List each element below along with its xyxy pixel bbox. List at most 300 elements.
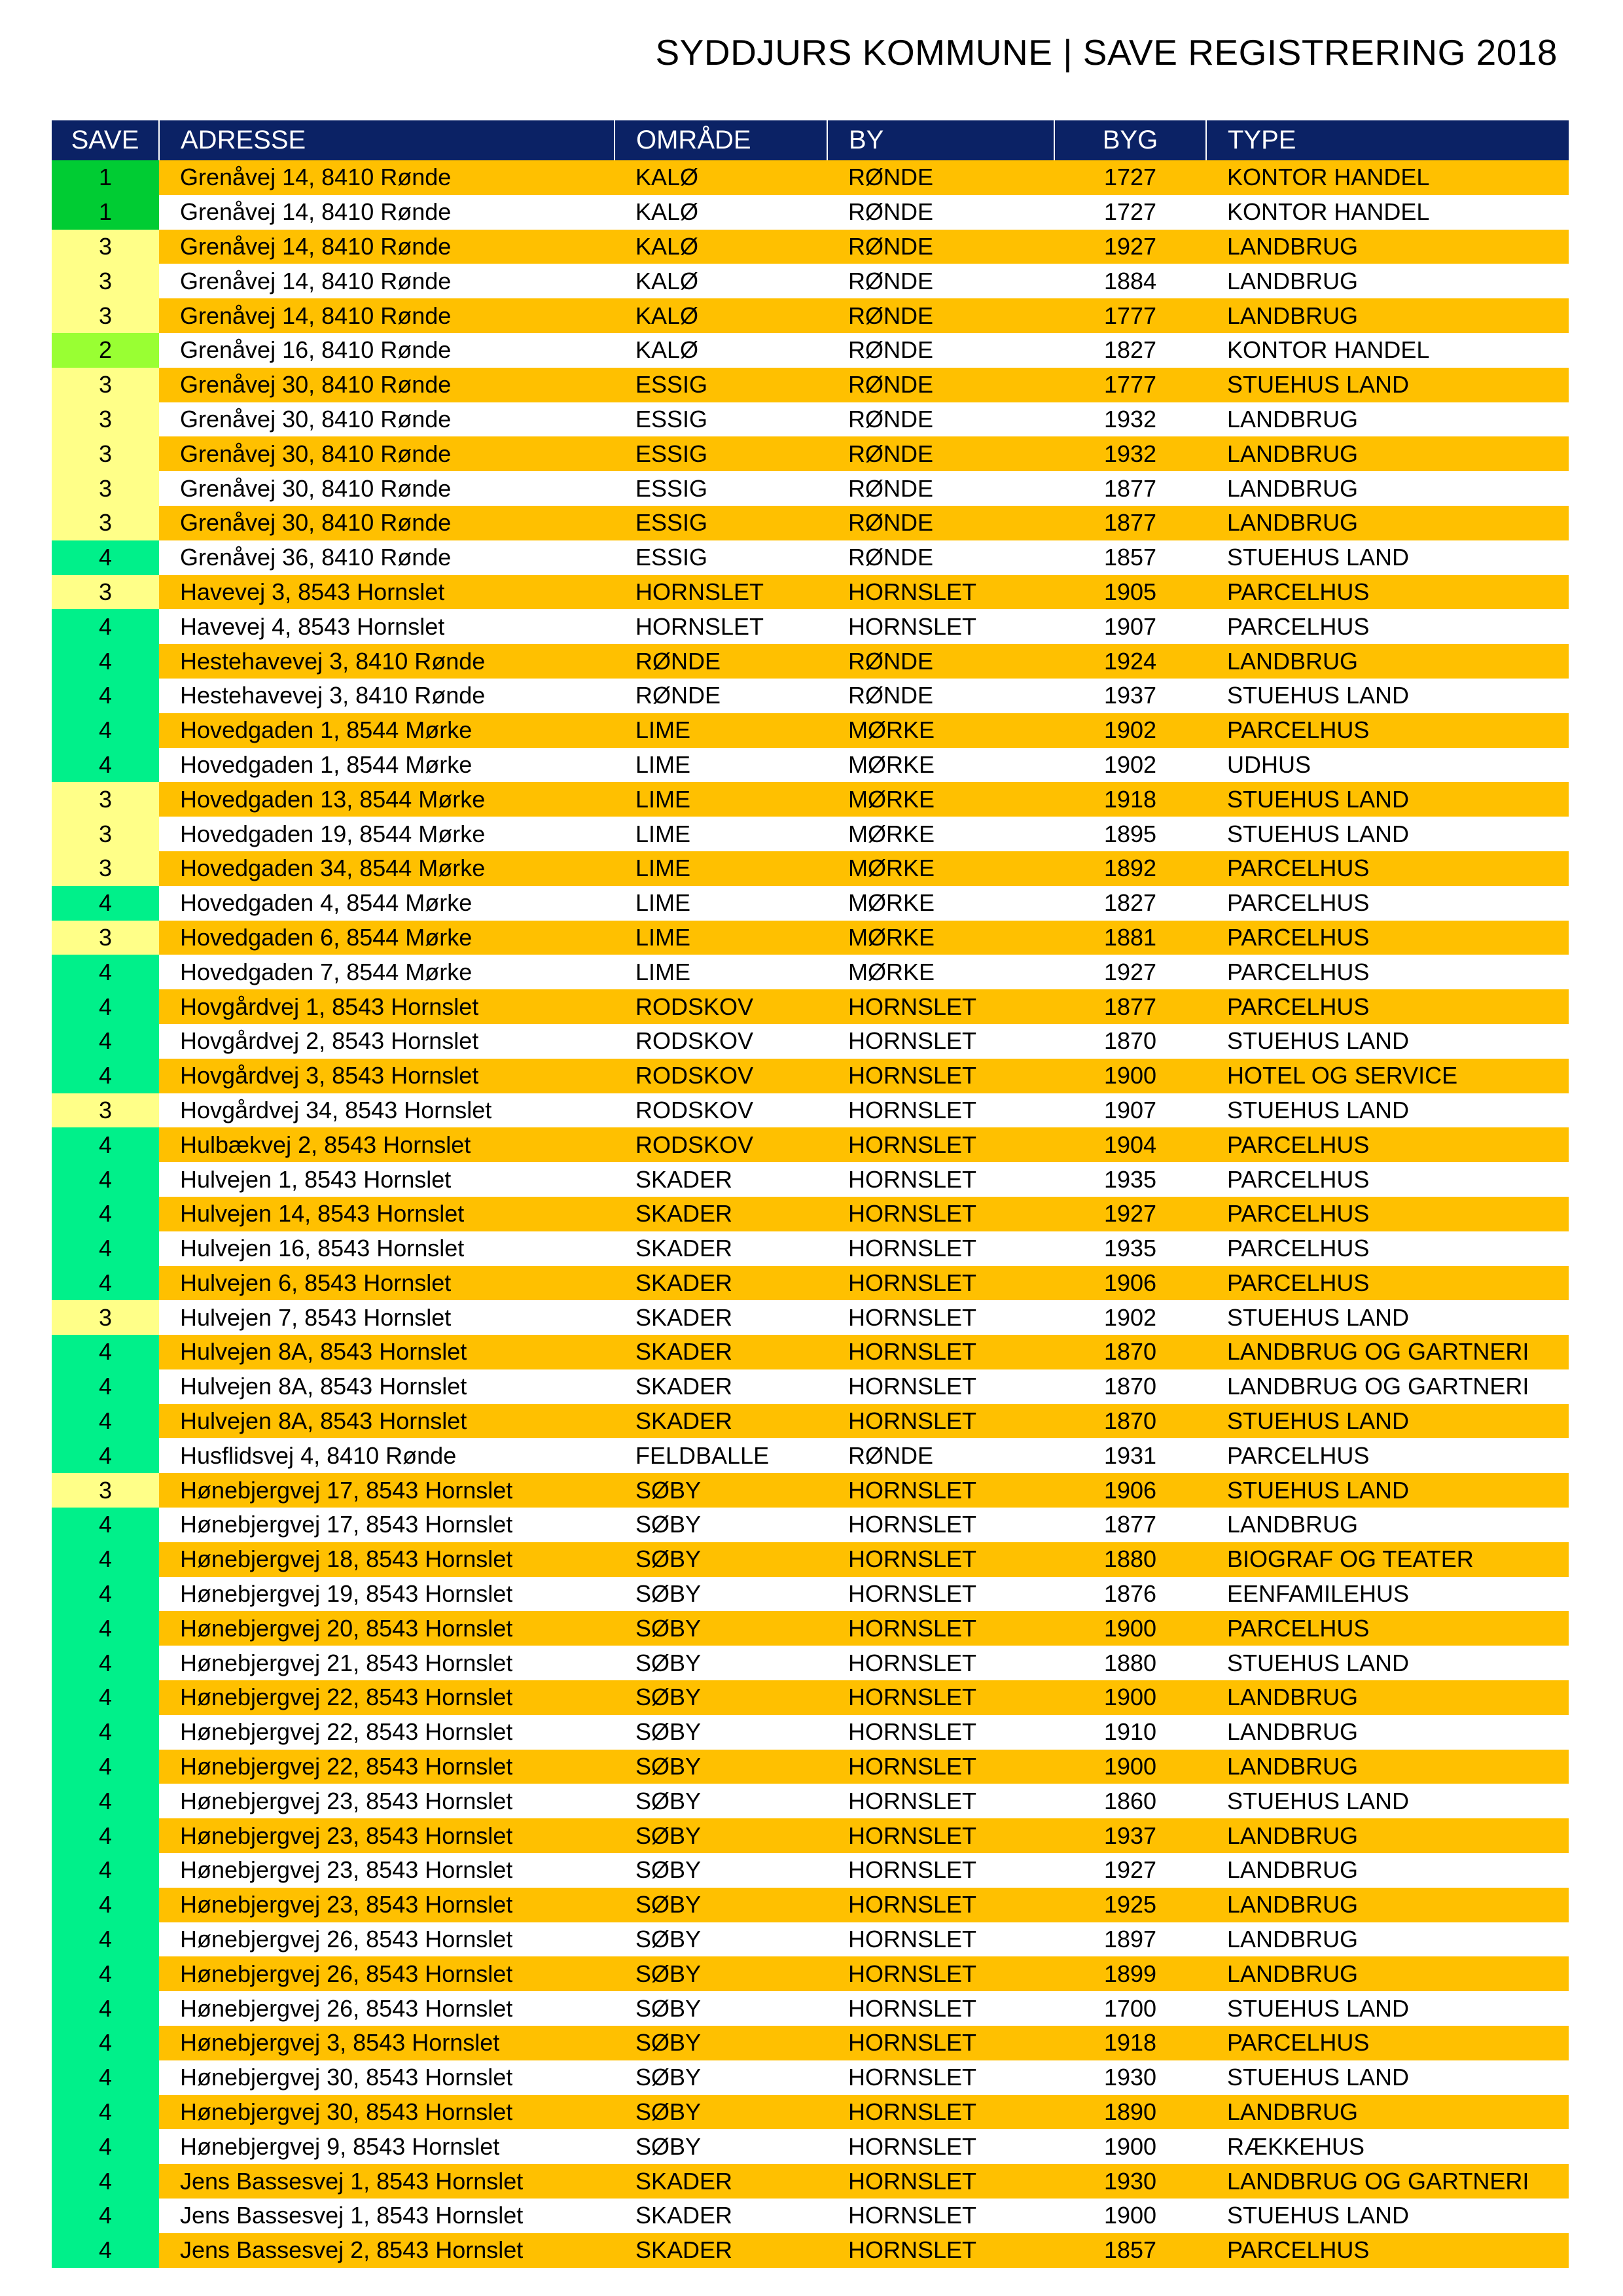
type-cell: STUEHUS LAND bbox=[1206, 1473, 1569, 1508]
built-year-cell: 1876 bbox=[1054, 1577, 1206, 1612]
type-cell: PARCELHUS bbox=[1206, 1197, 1569, 1231]
table-row[interactable] bbox=[52, 230, 1569, 264]
table-row[interactable] bbox=[52, 1093, 1569, 1128]
built-year-cell: 1905 bbox=[1054, 575, 1206, 610]
table-row[interactable] bbox=[52, 333, 1569, 368]
address-cell: Hønebjergvej 23, 8543 Hornslet bbox=[159, 1888, 615, 1922]
built-year-cell: 1870 bbox=[1054, 1024, 1206, 1059]
address-cell: Hovgårdvej 1, 8543 Hornslet bbox=[159, 989, 615, 1024]
table-row[interactable] bbox=[52, 195, 1569, 230]
built-year-cell: 1890 bbox=[1054, 2095, 1206, 2130]
table-row[interactable] bbox=[52, 1404, 1569, 1439]
built-year-cell: 1906 bbox=[1054, 1266, 1206, 1301]
type-cell: LANDBRUG bbox=[1206, 1750, 1569, 1784]
area-cell: RODSKOV bbox=[615, 1059, 827, 1093]
type-cell: PARCELHUS bbox=[1206, 2026, 1569, 2060]
table-row[interactable] bbox=[52, 782, 1569, 817]
table-header-row bbox=[52, 120, 1569, 160]
save-cell: 3 bbox=[52, 368, 159, 402]
address-cell: Husflidsvej 4, 8410 Rønde bbox=[159, 1438, 615, 1473]
save-cell: 4 bbox=[52, 540, 159, 575]
table-row[interactable] bbox=[52, 2233, 1569, 2268]
table-row[interactable] bbox=[52, 1473, 1569, 1508]
save-cell: 4 bbox=[52, 1127, 159, 1162]
built-year-cell: 1870 bbox=[1054, 1335, 1206, 1369]
table-row[interactable] bbox=[52, 989, 1569, 1024]
address-cell: Hulvejen 8A, 8543 Hornslet bbox=[159, 1369, 615, 1404]
table-row[interactable] bbox=[52, 298, 1569, 333]
save-cell: 3 bbox=[52, 817, 159, 851]
type-cell: STUEHUS LAND bbox=[1206, 1404, 1569, 1439]
town-cell: RØNDE bbox=[827, 436, 1054, 471]
type-cell: PARCELHUS bbox=[1206, 713, 1569, 748]
type-cell: STUEHUS LAND bbox=[1206, 1300, 1569, 1335]
built-year-cell: 1900 bbox=[1054, 1750, 1206, 1784]
address-cell: Hønebjergvej 26, 8543 Hornslet bbox=[159, 1991, 615, 2026]
town-cell: MØRKE bbox=[827, 955, 1054, 989]
save-cell: 4 bbox=[52, 1197, 159, 1231]
town-cell: HORNSLET bbox=[827, 2164, 1054, 2199]
town-cell: HORNSLET bbox=[827, 1853, 1054, 1888]
table-row[interactable] bbox=[52, 160, 1569, 195]
table-row[interactable] bbox=[52, 1127, 1569, 1162]
address-cell: Jens Bassesvej 1, 8543 Hornslet bbox=[159, 2199, 615, 2233]
table-row[interactable] bbox=[52, 2199, 1569, 2233]
address-cell: Hovedgaden 1, 8544 Mørke bbox=[159, 713, 615, 748]
built-year-cell: 1881 bbox=[1054, 921, 1206, 955]
built-year-cell: 1900 bbox=[1054, 1680, 1206, 1715]
table-row[interactable] bbox=[52, 644, 1569, 679]
type-cell: PARCELHUS bbox=[1206, 1611, 1569, 1646]
address-cell: Grenåvej 14, 8410 Rønde bbox=[159, 195, 615, 230]
area-cell: LIME bbox=[615, 713, 827, 748]
built-year-cell: 1892 bbox=[1054, 851, 1206, 886]
town-cell: RØNDE bbox=[827, 298, 1054, 333]
table-row[interactable] bbox=[52, 713, 1569, 748]
table-row[interactable] bbox=[52, 1162, 1569, 1197]
type-cell: PARCELHUS bbox=[1206, 989, 1569, 1024]
save-cell: 4 bbox=[52, 1577, 159, 1612]
table-row[interactable] bbox=[52, 679, 1569, 713]
area-cell: SKADER bbox=[615, 2199, 827, 2233]
save-register-table bbox=[52, 120, 1569, 2268]
address-cell: Grenåvej 30, 8410 Rønde bbox=[159, 506, 615, 540]
built-year-cell: 1880 bbox=[1054, 1646, 1206, 1680]
type-cell: PARCELHUS bbox=[1206, 609, 1569, 644]
table-row[interactable] bbox=[52, 1991, 1569, 2026]
town-cell: RØNDE bbox=[827, 160, 1054, 195]
town-cell: RØNDE bbox=[827, 644, 1054, 679]
area-cell: SKADER bbox=[615, 1300, 827, 1335]
town-cell: HORNSLET bbox=[827, 989, 1054, 1024]
built-year-cell: 1935 bbox=[1054, 1162, 1206, 1197]
area-cell: SKADER bbox=[615, 2233, 827, 2268]
table-row[interactable] bbox=[52, 609, 1569, 644]
area-cell: RØNDE bbox=[615, 679, 827, 713]
table-row[interactable] bbox=[52, 2060, 1569, 2095]
town-cell: HORNSLET bbox=[827, 1818, 1054, 1853]
table-row[interactable] bbox=[52, 1680, 1569, 1715]
area-cell: KALØ bbox=[615, 264, 827, 298]
save-cell: 4 bbox=[52, 2164, 159, 2199]
type-cell: LANDBRUG bbox=[1206, 298, 1569, 333]
area-cell: SØBY bbox=[615, 1888, 827, 1922]
table-row[interactable] bbox=[52, 1956, 1569, 1991]
table-row[interactable] bbox=[52, 851, 1569, 886]
town-cell: HORNSLET bbox=[827, 1542, 1054, 1577]
type-cell: LANDBRUG OG GARTNERI bbox=[1206, 1369, 1569, 1404]
save-cell: 3 bbox=[52, 506, 159, 540]
built-year-cell: 1930 bbox=[1054, 2164, 1206, 2199]
table-row[interactable] bbox=[52, 1646, 1569, 1680]
type-cell: RÆKKEHUS bbox=[1206, 2129, 1569, 2164]
town-cell: RØNDE bbox=[827, 333, 1054, 368]
address-cell: Grenåvej 36, 8410 Rønde bbox=[159, 540, 615, 575]
save-cell: 4 bbox=[52, 1818, 159, 1853]
town-cell: MØRKE bbox=[827, 886, 1054, 921]
save-cell: 4 bbox=[52, 1404, 159, 1439]
table-row[interactable] bbox=[52, 1784, 1569, 1818]
town-cell: MØRKE bbox=[827, 851, 1054, 886]
save-cell: 4 bbox=[52, 748, 159, 783]
save-cell: 4 bbox=[52, 1611, 159, 1646]
type-cell: LANDBRUG bbox=[1206, 506, 1569, 540]
town-cell: RØNDE bbox=[827, 679, 1054, 713]
address-cell: Hønebjergvej 30, 8543 Hornslet bbox=[159, 2060, 615, 2095]
address-cell: Grenåvej 30, 8410 Rønde bbox=[159, 402, 615, 437]
save-cell: 3 bbox=[52, 851, 159, 886]
type-cell: BIOGRAF OG TEATER bbox=[1206, 1542, 1569, 1577]
built-year-cell: 1727 bbox=[1054, 195, 1206, 230]
save-cell: 2 bbox=[52, 333, 159, 368]
built-year-cell: 1907 bbox=[1054, 1093, 1206, 1128]
table-row[interactable] bbox=[52, 368, 1569, 402]
address-cell: Grenåvej 14, 8410 Rønde bbox=[159, 160, 615, 195]
save-cell: 4 bbox=[52, 955, 159, 989]
type-cell: KONTOR HANDEL bbox=[1206, 333, 1569, 368]
area-cell: LIME bbox=[615, 748, 827, 783]
area-cell: LIME bbox=[615, 955, 827, 989]
built-year-cell: 1727 bbox=[1054, 160, 1206, 195]
type-cell: LANDBRUG bbox=[1206, 2095, 1569, 2130]
column-header-save[interactable]: SAVE bbox=[52, 120, 159, 160]
save-cell: 3 bbox=[52, 1093, 159, 1128]
table-row[interactable] bbox=[52, 955, 1569, 989]
area-cell: ESSIG bbox=[615, 540, 827, 575]
area-cell: SØBY bbox=[615, 1680, 827, 1715]
area-cell: KALØ bbox=[615, 195, 827, 230]
table-row[interactable] bbox=[52, 1024, 1569, 1059]
save-cell: 4 bbox=[52, 1646, 159, 1680]
area-cell: SKADER bbox=[615, 1335, 827, 1369]
type-cell: LANDBRUG bbox=[1206, 471, 1569, 506]
type-cell: PARCELHUS bbox=[1206, 1266, 1569, 1301]
built-year-cell: 1777 bbox=[1054, 368, 1206, 402]
type-cell: STUEHUS LAND bbox=[1206, 679, 1569, 713]
built-year-cell: 1877 bbox=[1054, 989, 1206, 1024]
area-cell: ESSIG bbox=[615, 506, 827, 540]
built-year-cell: 1870 bbox=[1054, 1404, 1206, 1439]
built-year-cell: 1857 bbox=[1054, 2233, 1206, 2268]
table-row[interactable] bbox=[52, 1438, 1569, 1473]
save-cell: 4 bbox=[52, 644, 159, 679]
area-cell: LIME bbox=[615, 921, 827, 955]
column-header-type[interactable]: TYPE bbox=[1206, 120, 1569, 160]
area-cell: SKADER bbox=[615, 1231, 827, 1266]
table-row[interactable] bbox=[52, 402, 1569, 437]
type-cell: PARCELHUS bbox=[1206, 886, 1569, 921]
save-cell: 4 bbox=[52, 679, 159, 713]
town-cell: RØNDE bbox=[827, 540, 1054, 575]
area-cell: SØBY bbox=[615, 2060, 827, 2095]
table-row[interactable] bbox=[52, 1335, 1569, 1369]
area-cell: SØBY bbox=[615, 1956, 827, 1991]
table-row[interactable] bbox=[52, 540, 1569, 575]
built-year-cell: 1857 bbox=[1054, 540, 1206, 575]
address-cell: Grenåvej 16, 8410 Rønde bbox=[159, 333, 615, 368]
area-cell: ESSIG bbox=[615, 471, 827, 506]
town-cell: HORNSLET bbox=[827, 1059, 1054, 1093]
address-cell: Havevej 4, 8543 Hornslet bbox=[159, 609, 615, 644]
save-cell: 4 bbox=[52, 886, 159, 921]
address-cell: Hønebjergvej 22, 8543 Hornslet bbox=[159, 1680, 615, 1715]
built-year-cell: 1918 bbox=[1054, 782, 1206, 817]
town-cell: HORNSLET bbox=[827, 1922, 1054, 1957]
save-cell: 4 bbox=[52, 1162, 159, 1197]
table-row[interactable] bbox=[52, 1922, 1569, 1957]
area-cell: SØBY bbox=[615, 1818, 827, 1853]
type-cell: UDHUS bbox=[1206, 748, 1569, 783]
save-cell: 4 bbox=[52, 1922, 159, 1957]
address-cell: Hovgårdvej 34, 8543 Hornslet bbox=[159, 1093, 615, 1128]
area-cell: LIME bbox=[615, 782, 827, 817]
town-cell: HORNSLET bbox=[827, 1611, 1054, 1646]
table-row[interactable] bbox=[52, 2095, 1569, 2130]
type-cell: LANDBRUG bbox=[1206, 1818, 1569, 1853]
town-cell: HORNSLET bbox=[827, 2095, 1054, 2130]
type-cell: STUEHUS LAND bbox=[1206, 817, 1569, 851]
address-cell: Hovgårdvej 3, 8543 Hornslet bbox=[159, 1059, 615, 1093]
address-cell: Hønebjergvej 21, 8543 Hornslet bbox=[159, 1646, 615, 1680]
save-cell: 3 bbox=[52, 1473, 159, 1508]
save-cell: 4 bbox=[52, 1956, 159, 1991]
area-cell: KALØ bbox=[615, 160, 827, 195]
built-year-cell: 1937 bbox=[1054, 679, 1206, 713]
built-year-cell: 1927 bbox=[1054, 955, 1206, 989]
save-cell: 4 bbox=[52, 1231, 159, 1266]
address-cell: Hønebjergvej 23, 8543 Hornslet bbox=[159, 1853, 615, 1888]
area-cell: HORNSLET bbox=[615, 575, 827, 610]
town-cell: HORNSLET bbox=[827, 1680, 1054, 1715]
town-cell: HORNSLET bbox=[827, 2129, 1054, 2164]
town-cell: MØRKE bbox=[827, 748, 1054, 783]
table-row[interactable] bbox=[52, 506, 1569, 540]
address-cell: Hønebjergvej 26, 8543 Hornslet bbox=[159, 1956, 615, 1991]
built-year-cell: 1918 bbox=[1054, 2026, 1206, 2060]
type-cell: STUEHUS LAND bbox=[1206, 1024, 1569, 1059]
address-cell: Hønebjergvej 22, 8543 Hornslet bbox=[159, 1715, 615, 1750]
address-cell: Hestehavevej 3, 8410 Rønde bbox=[159, 679, 615, 713]
town-cell: HORNSLET bbox=[827, 2060, 1054, 2095]
table-row[interactable] bbox=[52, 1542, 1569, 1577]
town-cell: RØNDE bbox=[827, 506, 1054, 540]
address-cell: Hovedgaden 1, 8544 Mørke bbox=[159, 748, 615, 783]
area-cell: LIME bbox=[615, 817, 827, 851]
table-row[interactable] bbox=[52, 1818, 1569, 1853]
address-cell: Hovedgaden 19, 8544 Mørke bbox=[159, 817, 615, 851]
area-cell: LIME bbox=[615, 886, 827, 921]
area-cell: SØBY bbox=[615, 1473, 827, 1508]
table-row[interactable] bbox=[52, 1715, 1569, 1750]
area-cell: SKADER bbox=[615, 1162, 827, 1197]
table-row[interactable] bbox=[52, 1059, 1569, 1093]
save-cell: 3 bbox=[52, 402, 159, 437]
area-cell: SKADER bbox=[615, 1404, 827, 1439]
town-cell: HORNSLET bbox=[827, 1646, 1054, 1680]
address-cell: Hulbækvej 2, 8543 Hornslet bbox=[159, 1127, 615, 1162]
type-cell: LANDBRUG bbox=[1206, 1508, 1569, 1542]
built-year-cell: 1935 bbox=[1054, 1231, 1206, 1266]
built-year-cell: 1870 bbox=[1054, 1369, 1206, 1404]
area-cell: SØBY bbox=[615, 1611, 827, 1646]
address-cell: Jens Bassesvej 1, 8543 Hornslet bbox=[159, 2164, 615, 2199]
table-row[interactable] bbox=[52, 2026, 1569, 2060]
address-cell: Hulvejen 8A, 8543 Hornslet bbox=[159, 1404, 615, 1439]
save-cell: 3 bbox=[52, 782, 159, 817]
type-cell: STUEHUS LAND bbox=[1206, 1784, 1569, 1818]
town-cell: HORNSLET bbox=[827, 1197, 1054, 1231]
area-cell: SØBY bbox=[615, 1577, 827, 1612]
area-cell: RODSKOV bbox=[615, 989, 827, 1024]
table-row[interactable] bbox=[52, 436, 1569, 471]
table-row[interactable] bbox=[52, 817, 1569, 851]
town-cell: HORNSLET bbox=[827, 1991, 1054, 2026]
type-cell: PARCELHUS bbox=[1206, 851, 1569, 886]
built-year-cell: 1910 bbox=[1054, 1715, 1206, 1750]
built-year-cell: 1877 bbox=[1054, 471, 1206, 506]
area-cell: ESSIG bbox=[615, 368, 827, 402]
table-row[interactable] bbox=[52, 1577, 1569, 1612]
table-row[interactable] bbox=[52, 2129, 1569, 2164]
table-row[interactable] bbox=[52, 1611, 1569, 1646]
town-cell: HORNSLET bbox=[827, 1300, 1054, 1335]
address-cell: Hønebjergvej 30, 8543 Hornslet bbox=[159, 2095, 615, 2130]
town-cell: HORNSLET bbox=[827, 2199, 1054, 2233]
area-cell: SØBY bbox=[615, 1508, 827, 1542]
address-cell: Hovedgaden 13, 8544 Mørke bbox=[159, 782, 615, 817]
built-year-cell: 1927 bbox=[1054, 1853, 1206, 1888]
table-row[interactable] bbox=[52, 1750, 1569, 1784]
table-row[interactable] bbox=[52, 1369, 1569, 1404]
address-cell: Hønebjergvej 18, 8543 Hornslet bbox=[159, 1542, 615, 1577]
save-cell: 4 bbox=[52, 1369, 159, 1404]
town-cell: HORNSLET bbox=[827, 1127, 1054, 1162]
table-row[interactable] bbox=[52, 1197, 1569, 1231]
address-cell: Hønebjergvej 20, 8543 Hornslet bbox=[159, 1611, 615, 1646]
built-year-cell: 1927 bbox=[1054, 1197, 1206, 1231]
table-row[interactable] bbox=[52, 1853, 1569, 1888]
address-cell: Hønebjergvej 26, 8543 Hornslet bbox=[159, 1922, 615, 1957]
table-row[interactable] bbox=[52, 921, 1569, 955]
table-row[interactable] bbox=[52, 575, 1569, 610]
save-cell: 4 bbox=[52, 1508, 159, 1542]
built-year-cell: 1884 bbox=[1054, 264, 1206, 298]
address-cell: Hønebjergvej 22, 8543 Hornslet bbox=[159, 1750, 615, 1784]
town-cell: HORNSLET bbox=[827, 1162, 1054, 1197]
type-cell: LANDBRUG OG GARTNERI bbox=[1206, 2164, 1569, 2199]
address-cell: Hulvejen 7, 8543 Hornslet bbox=[159, 1300, 615, 1335]
address-cell: Hovedgaden 6, 8544 Mørke bbox=[159, 921, 615, 955]
save-cell: 3 bbox=[52, 921, 159, 955]
table-row[interactable] bbox=[52, 1266, 1569, 1301]
save-cell: 4 bbox=[52, 1024, 159, 1059]
table-row[interactable] bbox=[52, 1888, 1569, 1922]
area-cell: SKADER bbox=[615, 1369, 827, 1404]
column-header-omraade[interactable]: OMRÅDE bbox=[615, 120, 827, 160]
type-cell: LANDBRUG bbox=[1206, 1680, 1569, 1715]
column-header-adresse[interactable]: ADRESSE bbox=[159, 120, 615, 160]
town-cell: MØRKE bbox=[827, 817, 1054, 851]
save-cell: 4 bbox=[52, 2233, 159, 2268]
table-row[interactable] bbox=[52, 1231, 1569, 1266]
save-cell: 4 bbox=[52, 2129, 159, 2164]
address-cell: Grenåvej 30, 8410 Rønde bbox=[159, 436, 615, 471]
built-year-cell: 1900 bbox=[1054, 1059, 1206, 1093]
type-cell: LANDBRUG bbox=[1206, 1853, 1569, 1888]
save-cell: 3 bbox=[52, 230, 159, 264]
save-cell: 4 bbox=[52, 713, 159, 748]
built-year-cell: 1927 bbox=[1054, 230, 1206, 264]
column-header-by[interactable]: BY bbox=[827, 120, 1054, 160]
table-row[interactable] bbox=[52, 471, 1569, 506]
built-year-cell: 1895 bbox=[1054, 817, 1206, 851]
built-year-cell: 1900 bbox=[1054, 1611, 1206, 1646]
save-cell: 4 bbox=[52, 1991, 159, 2026]
area-cell: FELDBALLE bbox=[615, 1438, 827, 1473]
address-cell: Hulvejen 16, 8543 Hornslet bbox=[159, 1231, 615, 1266]
area-cell: SØBY bbox=[615, 2026, 827, 2060]
save-cell: 4 bbox=[52, 2199, 159, 2233]
type-cell: STUEHUS LAND bbox=[1206, 2060, 1569, 2095]
area-cell: SKADER bbox=[615, 1197, 827, 1231]
save-cell: 4 bbox=[52, 1059, 159, 1093]
type-cell: PARCELHUS bbox=[1206, 2233, 1569, 2268]
address-cell: Havevej 3, 8543 Hornslet bbox=[159, 575, 615, 610]
town-cell: HORNSLET bbox=[827, 575, 1054, 610]
table-row[interactable] bbox=[52, 1508, 1569, 1542]
table-row[interactable] bbox=[52, 2164, 1569, 2199]
town-cell: RØNDE bbox=[827, 1438, 1054, 1473]
built-year-cell: 1906 bbox=[1054, 1473, 1206, 1508]
area-cell: SØBY bbox=[615, 2095, 827, 2130]
save-cell: 4 bbox=[52, 1784, 159, 1818]
table-row[interactable] bbox=[52, 886, 1569, 921]
column-header-byg[interactable]: BYG bbox=[1054, 120, 1206, 160]
town-cell: HORNSLET bbox=[827, 1093, 1054, 1128]
type-cell: KONTOR HANDEL bbox=[1206, 160, 1569, 195]
address-cell: Grenåvej 30, 8410 Rønde bbox=[159, 471, 615, 506]
table-row[interactable] bbox=[52, 1300, 1569, 1335]
type-cell: STUEHUS LAND bbox=[1206, 368, 1569, 402]
table-row[interactable] bbox=[52, 748, 1569, 783]
area-cell: SØBY bbox=[615, 2129, 827, 2164]
town-cell: RØNDE bbox=[827, 471, 1054, 506]
area-cell: KALØ bbox=[615, 333, 827, 368]
table-row[interactable] bbox=[52, 264, 1569, 298]
type-cell: STUEHUS LAND bbox=[1206, 2199, 1569, 2233]
built-year-cell: 1902 bbox=[1054, 1300, 1206, 1335]
built-year-cell: 1904 bbox=[1054, 1127, 1206, 1162]
